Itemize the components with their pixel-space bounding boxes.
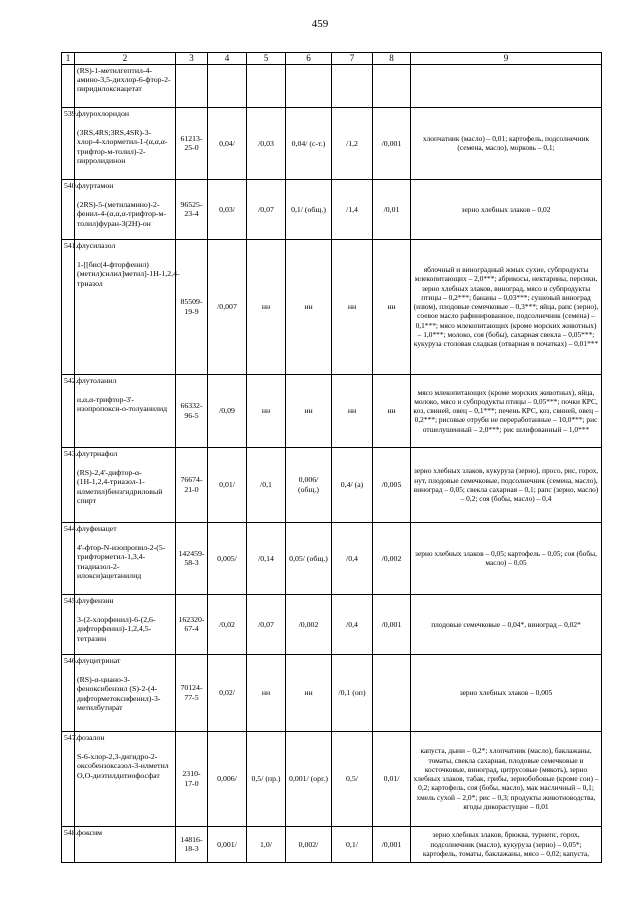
value-col7: 0,4/ (а) (332, 447, 373, 522)
value-col8: /0,001 (373, 826, 411, 862)
value-col7 (332, 64, 373, 107)
table-row (62, 594, 602, 654)
value-col6: 0,001/ (орг.) (286, 731, 332, 826)
substance-cell (75, 447, 176, 522)
value-col6: 0,006/ (общ.) (286, 447, 332, 522)
cas-number: 61213-25-0 (176, 107, 208, 179)
substance-cell (75, 654, 176, 731)
column-header: 1 (62, 53, 75, 65)
substance-name: флуцитринат (77, 655, 121, 665)
value-col4: 0,006/ (208, 731, 247, 826)
row-number: 545. (62, 594, 75, 654)
value-col8: /0,001 (373, 594, 411, 654)
value-col6: 0,05/ (общ.) (286, 522, 332, 594)
substance-cell (75, 731, 176, 826)
value-col4: 0,04/ (208, 107, 247, 179)
value-col4: /0,02 (208, 594, 247, 654)
header-row (62, 53, 602, 65)
food-limits: зерно хлебных злаков – 0,02 (411, 179, 602, 239)
substance-name: фоксим (77, 827, 103, 837)
cas-number (176, 64, 208, 107)
substance-cell (75, 374, 176, 447)
cas-number: 76674-21-0 (176, 447, 208, 522)
value-col8: /0,005 (373, 447, 411, 522)
substance-name: флуфенацет (77, 523, 117, 533)
value-col6: 0,002/ (286, 826, 332, 862)
chemical-name: (RS)-2,4'-дифтор-α-(1Н-1,2,4-триазол-1-илметил)бензгидриловый спирт (77, 468, 163, 506)
value-col7: нн (332, 239, 373, 374)
value-col7: 0,1/ (332, 826, 373, 862)
value-col5 (247, 64, 286, 107)
value-col6 (286, 64, 332, 107)
chemical-name: (3RS,4RS;3RS,4SR)-3-хлор-4-хлорметил-1-(α,α,α-трифтор-м-толил)-2-пирролидинон (77, 128, 168, 166)
row-number: 542. (62, 374, 75, 447)
value-col6: нн (286, 239, 332, 374)
value-col8: /0,002 (373, 522, 411, 594)
column-header: 5 (247, 53, 286, 65)
substance-cell (75, 826, 176, 862)
row-number: 548. (62, 826, 75, 862)
value-col5: нн (247, 654, 286, 731)
food-limits: мясо млекопитающих (кроме морских животных), яйца, молоко, мясо и субпродукты птицы – 0,05***; почки КРС, коз, свиней, овец – 0,1***; печень КРС, коз, свиней, овец – 0,2***; рисовые отруби не переработанные – 10,0***; рис отшелушенный – 2,0***; рис шлифованный – 1,0*** (411, 374, 602, 447)
cas-number: 142459-58-3 (176, 522, 208, 594)
table-row (62, 179, 602, 239)
row-number: 543. (62, 447, 75, 522)
substance-cell (75, 594, 176, 654)
value-col7: /0,4 (332, 522, 373, 594)
chemical-name: (2RS)-5-(метиламино)-2-фенил-4-(α,α,α-трифтор-м-толил)фуран-3(2Н)-он (77, 200, 167, 228)
chemical-name: 1-[[бис(4-фторфенил)(метил)силил]метил]-1Н-1,2,4-триазол (77, 260, 180, 288)
substance-name: флуртамон (77, 180, 114, 190)
value-col8 (373, 64, 411, 107)
row-number: 547. (62, 731, 75, 826)
substance-cell (75, 239, 180, 374)
row-number: 544. (62, 522, 75, 594)
value-col7: /0,4 (332, 594, 373, 654)
value-col5: /0,1 (247, 447, 286, 522)
row-number: 539. (62, 107, 75, 179)
food-limits: зерно хлебных злаков, брюква, турнепс, горох, подсолнечник (масло), кукуруза (зерно) – 0,05*; картофель, томаты, баклажаны, мясо – 0,02; капуста, (411, 826, 602, 862)
row-number: 540. (62, 179, 75, 239)
substance-cell (75, 522, 176, 594)
cas-number: 2310-17-0 (176, 731, 208, 826)
value-col4: 0,01/ (208, 447, 247, 522)
value-col7: /0,1 (оп) (332, 654, 373, 731)
value-col7: /1,2 (332, 107, 373, 179)
value-col5: /0,07 (247, 594, 286, 654)
value-col5: /0,03 (247, 107, 286, 179)
substance-name: флусилазол (77, 240, 116, 250)
food-limits: хлопчатник (масло) – 0,01; картофель, подсолнечник (семена, масло), морковь – 0,1; (411, 107, 602, 179)
food-limits: зерно хлебных злаков – 0,05; картофель – 0,05; соя (бобы, масло) – 0,05 (411, 522, 602, 594)
value-col6: 0,04/ (с-т.) (286, 107, 332, 179)
column-header: 2 (75, 53, 176, 65)
substance-cell (75, 179, 176, 239)
column-header: 4 (208, 53, 247, 65)
substance-cell (75, 107, 176, 179)
chemical-name: 3-(2-хлорфенил)-6-(2,6-дифторфенил)-1,2,4,5-тетразин (77, 615, 156, 643)
food-limits (411, 64, 602, 107)
column-header: 3 (176, 53, 208, 65)
value-col8: 0,01/ (373, 731, 411, 826)
value-col4: 0,03/ (208, 179, 247, 239)
row-number: 541. (62, 239, 75, 374)
value-col5: нн (247, 374, 286, 447)
value-col6: нн (286, 374, 332, 447)
cas-number: 14816-18-3 (176, 826, 208, 862)
chemical-name: 4'-фтор-N-изопропил-2-(5-трифторметил-1,3,4-тиадиазол-2-илокси)ацетанилид (77, 543, 166, 581)
column-header: 8 (373, 53, 411, 65)
substance-name: флурохлоридон (77, 108, 130, 118)
table-row (62, 447, 602, 522)
cas-number: 96525-23-4 (176, 179, 208, 239)
value-col5: нн (247, 239, 286, 374)
row-number: 546. (62, 654, 75, 731)
row-number (62, 64, 75, 107)
column-header: 7 (332, 53, 373, 65)
chemical-name: (RS)-1-метилгептил-4-амино-3,5-дихлор-6-фтор-2-пиридилоксиацетат (77, 65, 171, 94)
value-col6: нн (286, 654, 332, 731)
value-col5: /0,07 (247, 179, 286, 239)
table-row (62, 107, 602, 179)
cas-number: 85509-19-9 (176, 239, 208, 374)
table-row (62, 64, 602, 107)
chemical-name: S-6-хлор-2,3-дигидро-2-оксобензоксазол-3-илметил О,О-диэтилдитиофосфат (77, 752, 169, 780)
cas-number: 70124-77-5 (176, 654, 208, 731)
chemical-name: (RS)-α-циано-3-феноксибензил (S)-2-(4-дифторметоксифенил)-3-метилбутират (77, 675, 161, 713)
value-col7: 0,5/ (332, 731, 373, 826)
value-col6: 0,1/ (общ.) (286, 179, 332, 239)
table-row (62, 522, 602, 594)
chemical-name: α,α,α-трифтор-3'-изопропокси-о-толуанилид (77, 395, 168, 414)
food-limits: яблочный и виноградный жмых сухие, субпродукты млекопитающих – 2,0***; абрикосы, нектарины, персики, зерно хлебных злаков, виноград, мясо и субпродукты птицы – 0,2***; бананы – 0,03***; сушеный виноград (изюм), плодовые семечковые – 0,3***; яйца, рапс (зерно), соевое масло рафинированное, подсолнечник (семена) – 0,1***; мясо млекопитающих (кроме морских животных) – 1,0***; молоко, соя (бобы), сахарная свекла – 0,05***; кукуруза столовая сладкая (отварная в початках) – 0,01*** (411, 239, 602, 374)
value-col8: нн (373, 374, 411, 447)
value-col8: /0,01 (373, 179, 411, 239)
column-header: 9 (411, 53, 602, 65)
food-limits: зерно хлебных злаков – 0,005 (411, 654, 602, 731)
food-limits: плодовые семечковые – 0,04*, виноград – 0,02* (411, 594, 602, 654)
food-limits: капуста, дыни – 0,2*; хлопчатник (масло), баклажаны, томаты, свекла сахарная, плодовые семечковые и косточковые, виноград, цитрусовые (мякоть), зерно хлебных злаков, табак, грибы, зернобобовые (кроме сои) – 0,2; картофель, соя (бобы, масло), мак масличный – 0,1; хмель сухой – 2,0*; рис – 0,3; продукты животноводства, ягоды дикорастущие – 0,01 (411, 731, 602, 826)
value-col4 (208, 64, 247, 107)
value-col8 (373, 654, 411, 731)
residue-limits-table (61, 52, 602, 863)
substance-name: флуфензин (77, 595, 114, 605)
substance-name: флутриафол (77, 448, 118, 458)
table-row (62, 654, 602, 731)
table-row (62, 239, 602, 374)
table-row (62, 826, 602, 862)
value-col5: /0,14 (247, 522, 286, 594)
value-col7: /1,4 (332, 179, 373, 239)
column-header: 6 (286, 53, 332, 65)
page-number: 459 (311, 18, 329, 30)
value-col5: 0,5/ (пр.) (247, 731, 286, 826)
value-col5: 1,0/ (247, 826, 286, 862)
value-col4: /0,09 (208, 374, 247, 447)
value-col4: /0,007 (208, 239, 247, 374)
value-col4: 0,001/ (208, 826, 247, 862)
substance-name: фозалон (77, 732, 105, 742)
table-row (62, 374, 602, 447)
value-col6: /0,002 (286, 594, 332, 654)
cas-number: 162320-67-4 (176, 594, 208, 654)
food-limits: зерно хлебных злаков, кукуруза (зерно), просо, рис, горох, нут, плодовые семечковые, подсолнечник (семена, масло), виноград – 0,05; свекла сахарная – 0,1; рапс (зерно, масло) – 0,2; соя (бобы, масло) – 0,4 (411, 447, 602, 522)
substance-name: флутоланил (77, 375, 117, 385)
table-row (62, 731, 602, 826)
value-col7: нн (332, 374, 373, 447)
substance-cell (75, 64, 176, 107)
value-col4: 0,02/ (208, 654, 247, 731)
value-col8: /0,001 (373, 107, 411, 179)
cas-number: 66332-96-5 (176, 374, 208, 447)
value-col8: нн (373, 239, 411, 374)
value-col4: 0,005/ (208, 522, 247, 594)
